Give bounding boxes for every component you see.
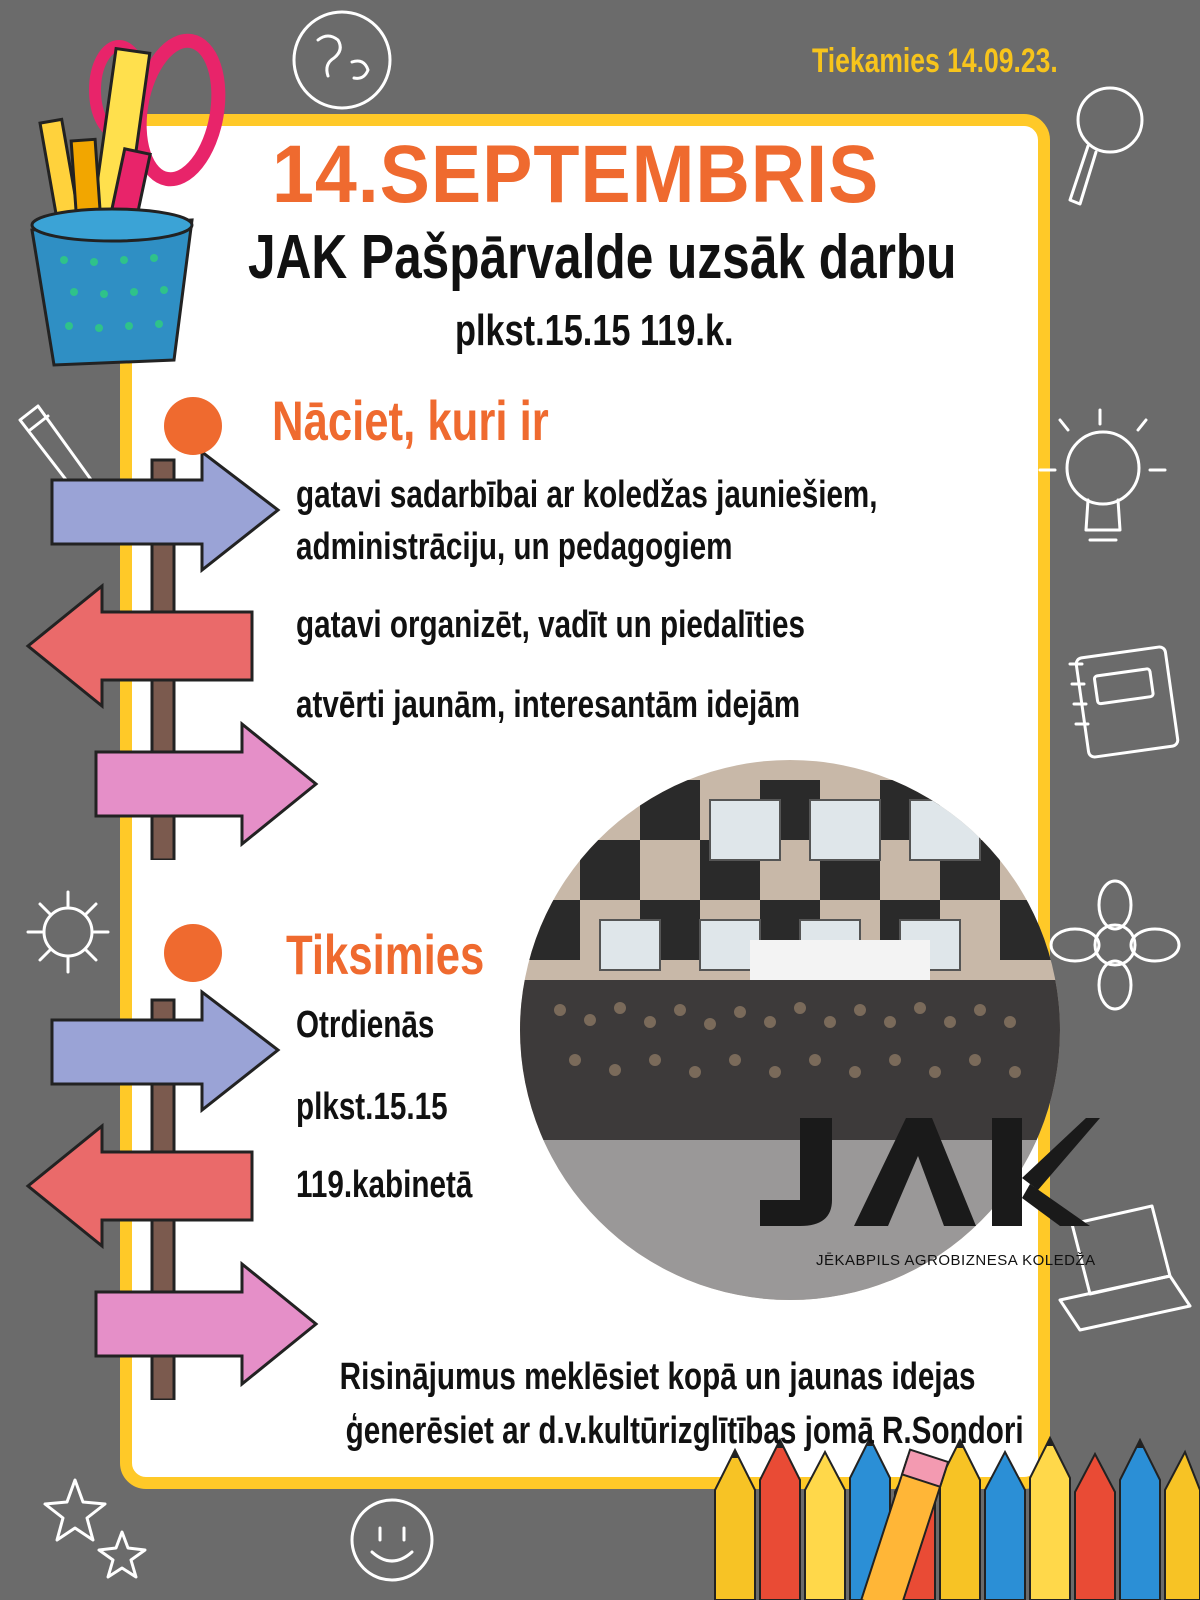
flower-icon — [1051, 881, 1179, 1009]
lightbulb-icon — [1040, 410, 1165, 540]
logo-caption: JĒKABPILS AGROBIZNESA KOLEDŽA — [816, 1252, 1096, 1269]
arrow-left-red — [28, 586, 252, 706]
globe-icon — [294, 12, 390, 108]
smiley-icon — [352, 1500, 432, 1580]
footer-line: Risinājumus meklēsiet kopā un jaunas idejas — [339, 1356, 976, 1398]
invite-line: administrāciju, un pedagogiem — [296, 526, 733, 568]
invite-line: atvērti jaunām, interesantām idejām — [296, 684, 801, 726]
meet-heading: Tiksimies — [286, 923, 485, 986]
meet-line: 119.kabinetā — [296, 1164, 473, 1206]
time-location: plkst.15.15 119.k. — [455, 306, 734, 355]
arrow-left-red — [28, 1126, 252, 1246]
invite-line: gatavi organizēt, vadīt un piedalīties — [296, 604, 805, 646]
magnifier-icon — [1070, 88, 1142, 204]
bullet-dot — [164, 397, 222, 455]
arrow-right-pink — [96, 724, 316, 844]
jak-logo — [760, 1118, 1100, 1258]
bullet-dot — [164, 924, 222, 982]
notebook-icon — [1070, 646, 1179, 758]
invite-heading: Nāciet, kuri ir — [272, 389, 549, 452]
star-icon — [45, 1480, 145, 1577]
signpost-upper — [20, 440, 330, 860]
invite-line: gatavi sadarbībai ar koledžas jauniešiem, — [296, 474, 878, 516]
meet-line: plkst.15.15 — [296, 1086, 448, 1128]
signpost-lower — [20, 980, 330, 1400]
sun-icon — [28, 892, 108, 972]
footer-line: ģenerēsiet ar d.v.kultūrizglītības jomā R.Sondori — [345, 1410, 1024, 1452]
top-date: Tiekamies 14.09.23. — [812, 42, 1058, 80]
subtitle: JAK Pašpārvalde uzsāk darbu — [248, 223, 957, 292]
pencil-cup-icon — [24, 30, 244, 370]
footer-text — [250, 1350, 1030, 1458]
date-title: 14.SEPTEMBRIS — [272, 129, 880, 220]
meet-line: Otrdienās — [296, 1004, 435, 1046]
